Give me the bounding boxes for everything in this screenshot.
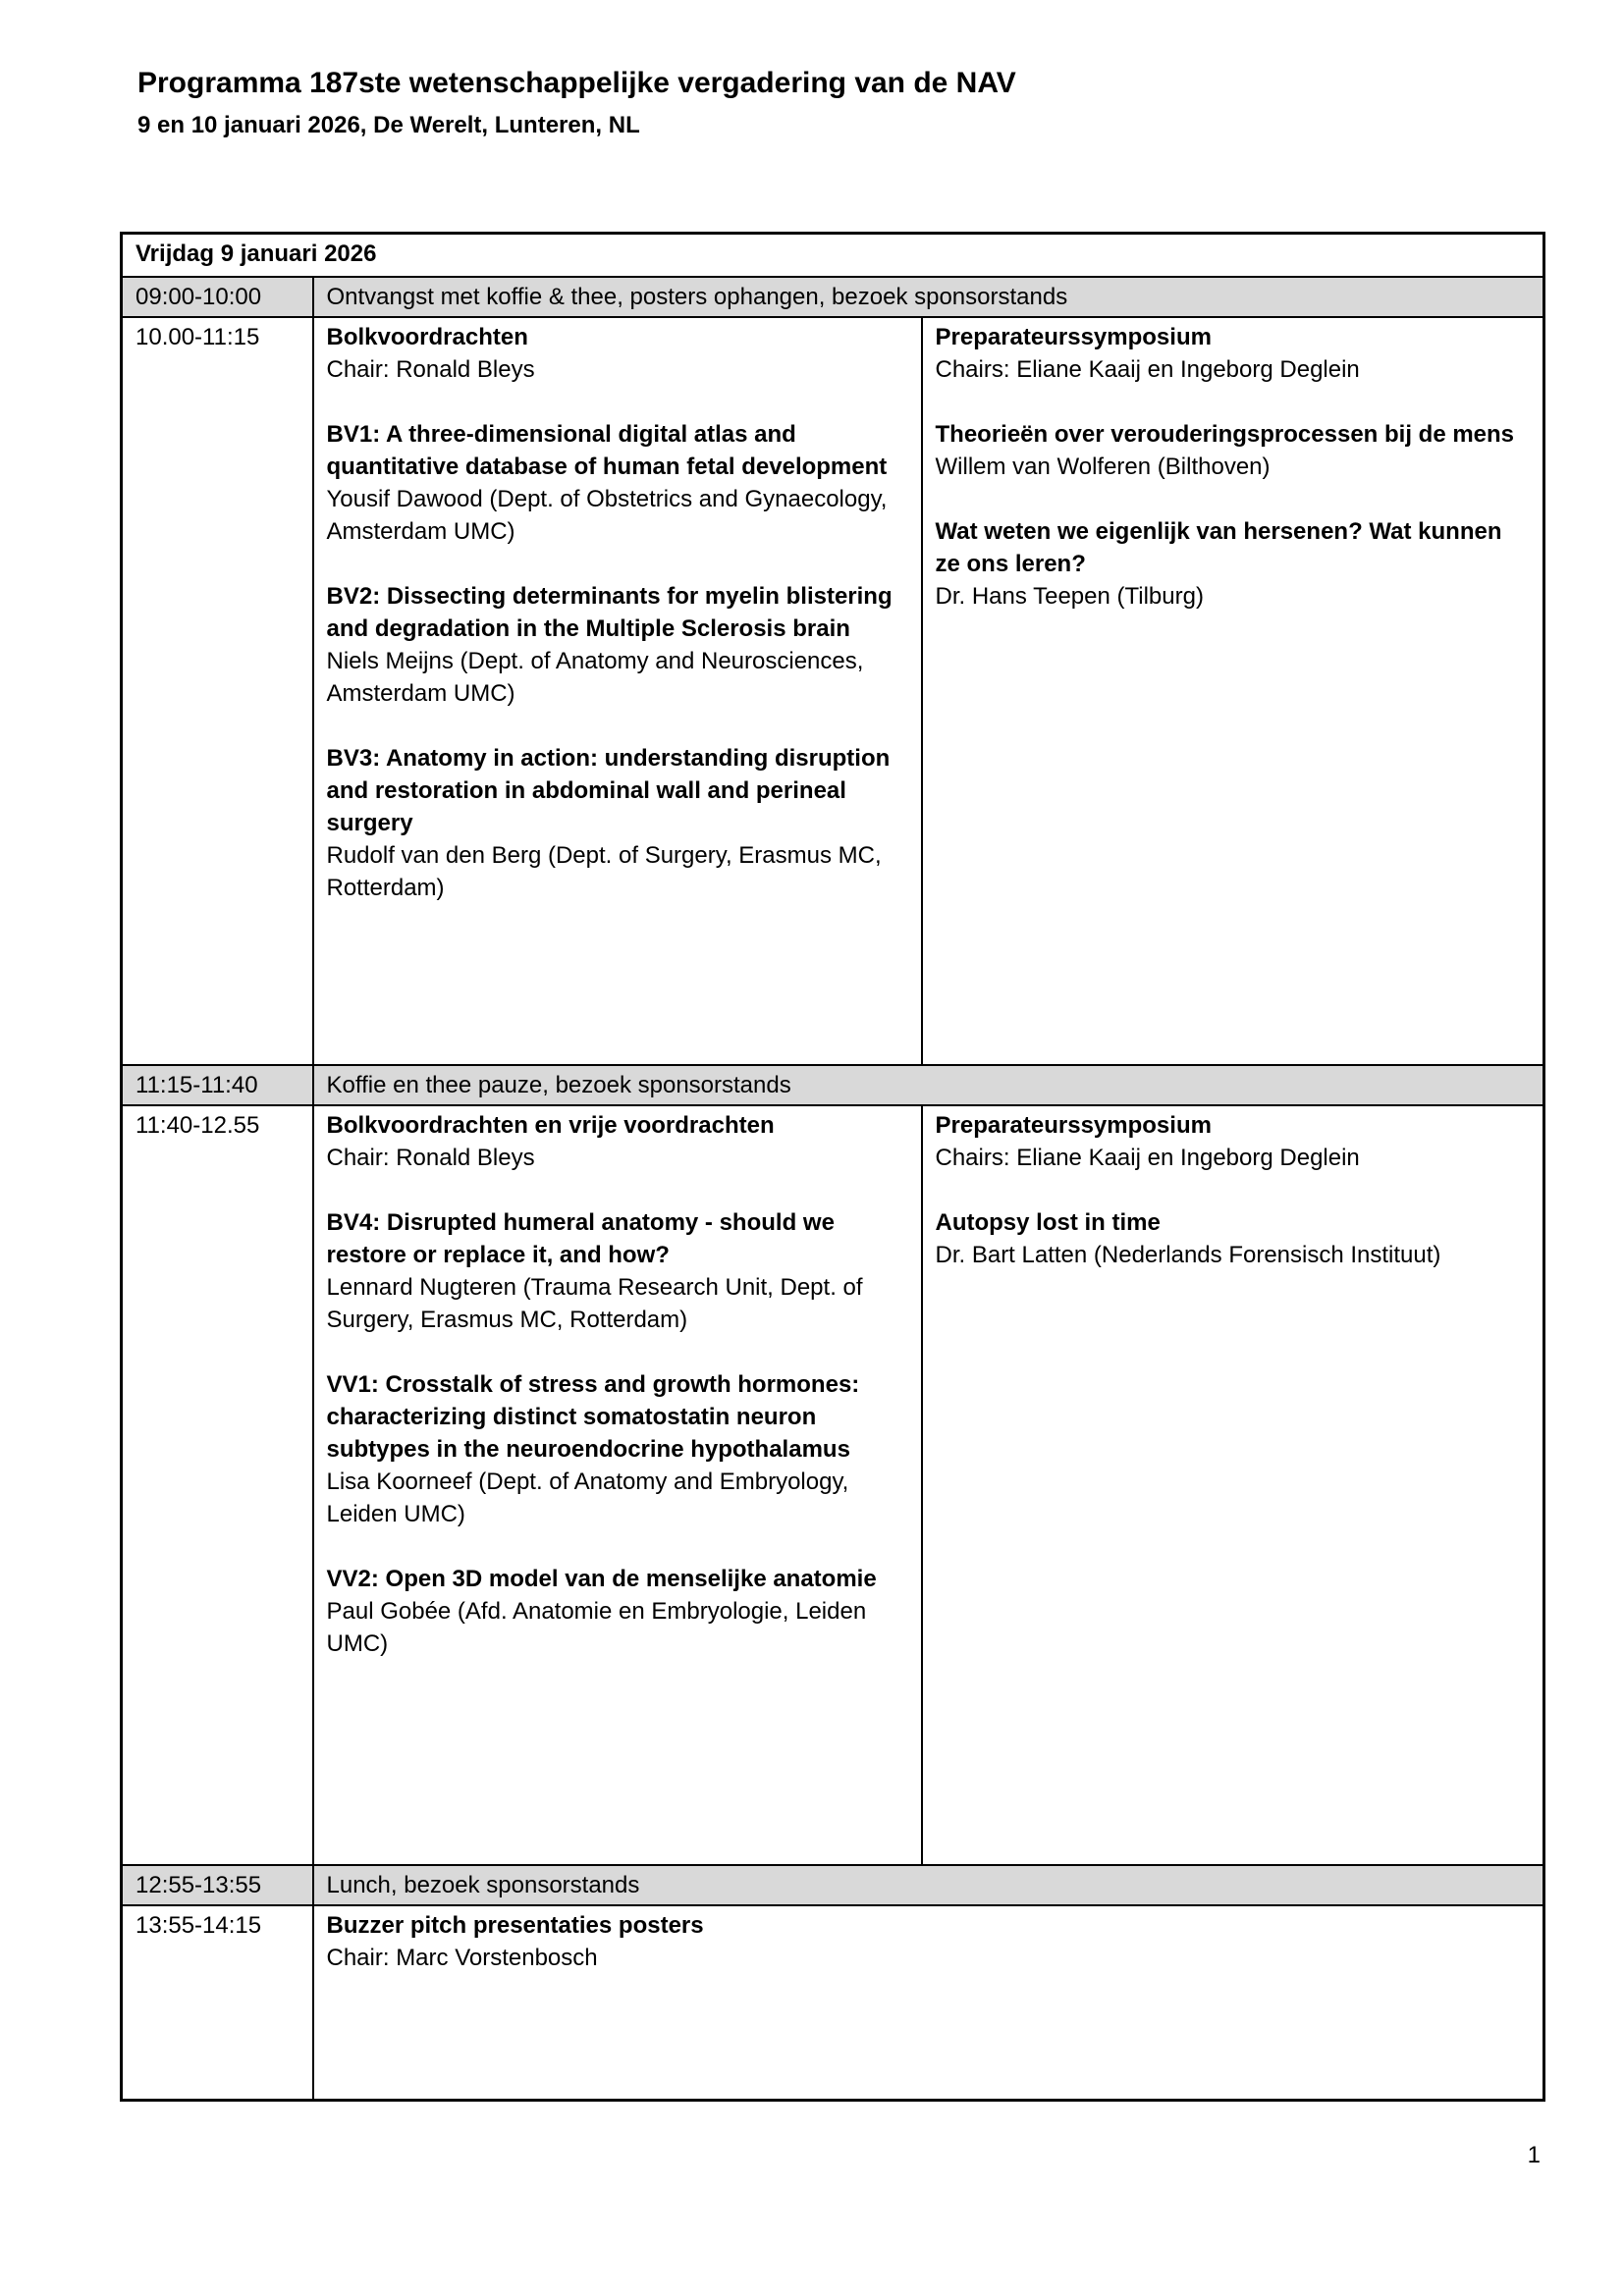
- schedule-row-13-55-14-15: [122, 1905, 1544, 2100]
- session-detail: Lennard Nugteren (Trauma Research Unit, Dept. of Surgery, Erasmus MC, Rotterdam): [326, 1274, 863, 1333]
- time-cell: 10.00-11:15: [122, 317, 313, 1065]
- session-cell-left: [313, 317, 922, 1065]
- page-number: 1: [1527, 2142, 1541, 2168]
- time-cell: 12:55-13:55: [122, 1865, 313, 1905]
- blank-line: [327, 710, 911, 742]
- schedule-row-11-40-12-55: [122, 1105, 1544, 1865]
- session-detail: Paul Gobée (Afd. Anatomie en Embryologie, Leiden UMC): [326, 1598, 867, 1657]
- session-detail: Chairs: Eliane Kaaij en Ingeborg Deglein: [935, 356, 1360, 383]
- blank-line: [327, 1530, 911, 1563]
- schedule-row-11-15-11-40: [122, 1065, 1544, 1105]
- session-detail: Chairs: Eliane Kaaij en Ingeborg Deglein: [935, 1145, 1360, 1171]
- session-title: Wat weten we eigenlijk van hersenen? Wat kunnen ze ons leren?: [935, 518, 1502, 577]
- activity-cell: Ontvangst met koffie & thee, posters ophangen, bezoek sponsorstands: [313, 277, 1544, 317]
- blank-line: [327, 1174, 911, 1206]
- schedule-table: [120, 232, 1545, 2102]
- time-cell: 11:40-12.55: [122, 1105, 313, 1865]
- time-cell: 09:00-10:00: [122, 277, 313, 317]
- page-subtitle: 9 en 10 januari 2026, De Werelt, Lunteren, NL: [137, 112, 640, 138]
- blank-line: [936, 483, 1534, 515]
- schedule-row-09-00-10-00: [122, 277, 1544, 317]
- time-cell: 13:55-14:15: [122, 1905, 313, 2100]
- day-header: Vrijdag 9 januari 2026: [122, 234, 1544, 278]
- session-detail: Lisa Koorneef (Dept. of Anatomy and Embryology, Leiden UMC): [326, 1468, 849, 1527]
- session-cell-left: [313, 1105, 922, 1865]
- time-cell: 11:15-11:40: [122, 1065, 313, 1105]
- session-cell-right: [922, 317, 1544, 1065]
- session-title: Preparateurssymposium: [935, 1112, 1212, 1139]
- page-title: Programma 187ste wetenschappelijke vergadering van de NAV: [137, 67, 1016, 99]
- session-title: Buzzer pitch presentaties posters: [326, 1912, 704, 1939]
- schedule-row-12-55-13-55: [122, 1865, 1544, 1905]
- schedule-row-10-00-11-15: [122, 317, 1544, 1065]
- session-detail: Yousif Dawood (Dept. of Obstetrics and Gynaecology, Amsterdam UMC): [326, 486, 888, 545]
- session-title: Autopsy lost in time: [935, 1209, 1161, 1236]
- session-detail: Willem van Wolferen (Bilthoven): [935, 454, 1271, 480]
- blank-line: [327, 1336, 911, 1368]
- session-title: VV1: Crosstalk of stress and growth hormones: characterizing distinct somatostatin neuron subtypes in the neuroendocrine hypothalamus: [326, 1371, 860, 1463]
- session-title: VV2: Open 3D model van de menselijke anatomie: [326, 1566, 877, 1592]
- blank-line: [327, 386, 911, 418]
- session-detail: Chair: Marc Vorstenbosch: [326, 1945, 598, 1971]
- session-title: Bolkvoordrachten: [326, 324, 528, 350]
- day-header-row: [122, 234, 1544, 278]
- session-detail: Niels Meijns (Dept. of Anatomy and Neurosciences, Amsterdam UMC): [326, 648, 864, 707]
- blank-line: [936, 1174, 1534, 1206]
- session-detail: Chair: Ronald Bleys: [326, 1145, 535, 1171]
- session-detail: Dr. Bart Latten (Nederlands Forensisch Instituut): [935, 1242, 1441, 1268]
- session-detail: Chair: Ronald Bleys: [326, 356, 535, 383]
- blank-line: [327, 548, 911, 580]
- session-title: BV4: Disrupted humeral anatomy - should we restore or replace it, and how?: [326, 1209, 835, 1268]
- session-detail: Dr. Hans Teepen (Tilburg): [935, 583, 1204, 610]
- session-title: Preparateurssymposium: [935, 324, 1212, 350]
- session-title: Theorieën over verouderingsprocessen bij de mens: [935, 421, 1515, 448]
- blank-line: [936, 386, 1534, 418]
- session-cell-full: [313, 1905, 1544, 2100]
- session-title: BV3: Anatomy in action: understanding disruption and restoration in abdominal wall and perineal surgery: [326, 745, 891, 836]
- session-detail: Rudolf van den Berg (Dept. of Surgery, Erasmus MC, Rotterdam): [326, 842, 882, 901]
- session-title: BV1: A three-dimensional digital atlas and quantitative database of human fetal development: [326, 421, 888, 480]
- session-title: Bolkvoordrachten en vrije voordrachten: [326, 1112, 775, 1139]
- activity-cell: Lunch, bezoek sponsorstands: [313, 1865, 1544, 1905]
- session-title: BV2: Dissecting determinants for myelin blistering and degradation in the Multiple Sclerosis brain: [326, 583, 893, 642]
- session-cell-right: [922, 1105, 1544, 1865]
- activity-cell: Koffie en thee pauze, bezoek sponsorstands: [313, 1065, 1544, 1105]
